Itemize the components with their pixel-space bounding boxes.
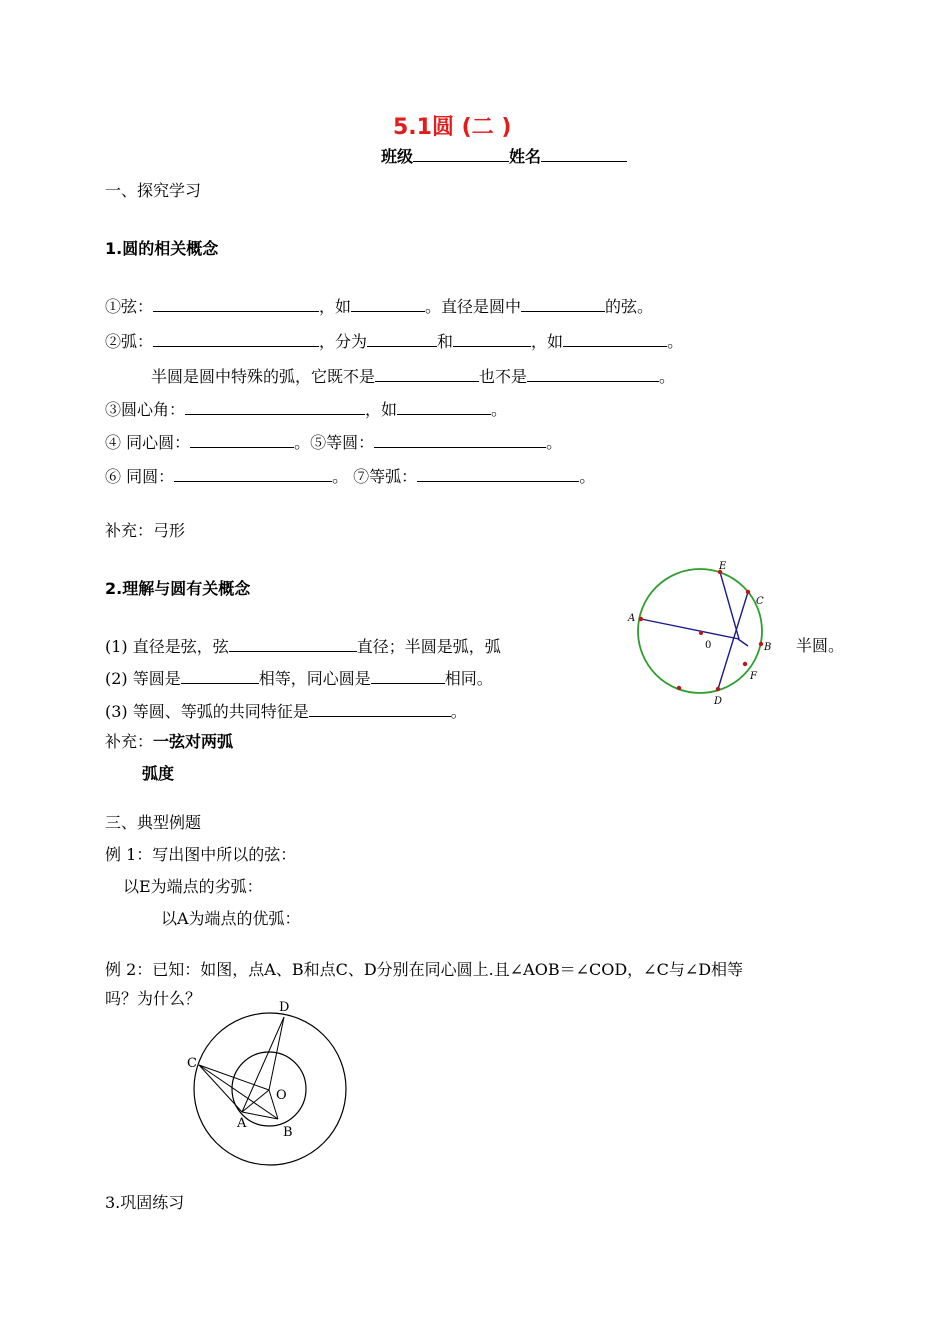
- chord-example-blank[interactable]: [351, 296, 425, 312]
- semicircle-line: [151, 366, 675, 387]
- central-angle-line: [105, 399, 507, 420]
- question-2-blank-1[interactable]: [181, 668, 259, 684]
- chord-AB: [641, 619, 739, 639]
- segment-DO: [269, 1017, 284, 1090]
- semicircle-text-0: 半圆是圆中特殊的弧，它既不是: [151, 367, 376, 386]
- label-D: D: [714, 696, 723, 707]
- concentric-line: [105, 432, 562, 453]
- equal-arc-label: 。 ⑦等弧：: [332, 467, 418, 486]
- arc-example-blank[interactable]: [563, 331, 667, 347]
- label-A: A: [628, 613, 636, 624]
- semicircle-blank-2[interactable]: [527, 366, 659, 382]
- question-2: [105, 668, 493, 689]
- label-A-fig2: A: [237, 1116, 247, 1131]
- semicircle-text-1: 也不是: [479, 367, 528, 386]
- example-1-minor-arcs: 以E为端点的劣弧：: [123, 877, 263, 896]
- point-O: [699, 631, 703, 635]
- same-circle-line: [105, 466, 595, 487]
- chord-line: [105, 296, 653, 317]
- label-O-fig2: O: [276, 1088, 287, 1103]
- chord-blank[interactable]: [153, 296, 319, 312]
- section-heading-1: 一、探究学习: [105, 181, 202, 200]
- class-label: 班级: [381, 147, 414, 166]
- question-3-end: 。: [450, 702, 467, 721]
- question-2-text-0: (2) 等圆是: [105, 669, 181, 688]
- class-name-line: [381, 146, 627, 167]
- central-angle-label: ③圆心角：: [105, 400, 186, 419]
- chord-text-2: 。直径是圆中: [425, 297, 522, 316]
- question-1-text-1: 直径；半圆是弧，弧: [356, 637, 501, 656]
- supplement-radian: 弧度: [142, 764, 175, 783]
- central-angle-text-2: 。: [491, 400, 508, 419]
- equal-circle-blank[interactable]: [374, 432, 546, 448]
- concentric-label: ④ 同心圆：: [105, 433, 191, 452]
- question-3-blank[interactable]: [309, 701, 451, 717]
- question-1-blank-1[interactable]: [229, 636, 357, 652]
- label-F: F: [750, 671, 757, 682]
- example-1-major-arcs: 以A为端点的优弧：: [161, 909, 301, 928]
- arc-text-4: 。: [667, 332, 684, 351]
- circle-chords-figure: [620, 555, 780, 715]
- name-label: 姓名: [509, 147, 542, 166]
- arc-label: ②弧：: [105, 332, 154, 351]
- chord-BF-stub: [738, 639, 748, 646]
- class-blank[interactable]: [413, 146, 509, 162]
- point-B: [759, 642, 763, 646]
- question-3: [105, 701, 467, 722]
- question-3-text-0: (3) 等圆、等弧的共同特征是: [105, 702, 309, 721]
- supplement-segment: 补充：弓形: [105, 521, 186, 540]
- semicircle-blank-1[interactable]: [375, 366, 479, 382]
- example-1-title: 例 1：写出图中所以的弦：: [105, 845, 297, 864]
- subsection-heading-1: 1.圆的相关概念: [105, 239, 219, 258]
- question-1-text-0: (1) 直径是弦，弦: [105, 637, 229, 656]
- chord-text-1: ，如: [319, 297, 352, 316]
- label-B-fig2: B: [283, 1125, 293, 1140]
- example-2-line-2: 吗？为什么？: [105, 989, 202, 1008]
- name-blank[interactable]: [541, 146, 627, 162]
- arc-line: [105, 331, 683, 352]
- chord-text-3: 的弦。: [605, 297, 654, 316]
- label-D-fig2: D: [279, 1000, 290, 1015]
- equal-arc-blank[interactable]: [417, 466, 579, 482]
- point-arc: [677, 686, 681, 690]
- section-heading-3: 三、典型例题: [105, 813, 202, 832]
- label-C-fig2: C: [187, 1056, 197, 1071]
- point-C: [746, 590, 750, 594]
- example-2-line-1: 例 2：已知：如图，点A、B和点C、D分别在同心圆上.且∠AOB＝∠COD，∠C与∠D相等: [105, 960, 744, 979]
- label-B: B: [764, 642, 772, 653]
- arc-text-3: ，如: [531, 332, 564, 351]
- equal-circle-label: 。⑤等圆：: [294, 433, 375, 452]
- central-angle-text-1: ，如: [365, 400, 398, 419]
- arc-kind-blank-1[interactable]: [367, 331, 437, 347]
- diameter-blank[interactable]: [521, 296, 605, 312]
- question-2-text-2: 相同。: [444, 669, 493, 688]
- practice-heading: 3.巩固练习: [105, 1193, 185, 1212]
- central-angle-example-blank[interactable]: [397, 399, 491, 415]
- question-1-end: 半圆。: [796, 636, 845, 655]
- concentric-circles-figure: [180, 995, 360, 1175]
- arc-kind-blank-2[interactable]: [453, 331, 531, 347]
- supplement-prefix: 补充：: [105, 732, 154, 751]
- same-circle-label: ⑥ 同圆：: [105, 467, 175, 486]
- concentric-blank[interactable]: [190, 432, 294, 448]
- same-circle-end: 。: [579, 467, 596, 486]
- label-C: C: [756, 596, 764, 607]
- arc-text-2: 和: [437, 332, 454, 351]
- question-2-text-1: 相等，同心圆是: [258, 669, 371, 688]
- central-angle-blank[interactable]: [185, 399, 365, 415]
- label-O: 0: [705, 640, 712, 651]
- page-title: 5.1圆 (二 ): [393, 115, 512, 140]
- segment-OA: [242, 1090, 269, 1112]
- supplement-one-chord-two-arcs: 一弦对两弧: [153, 732, 234, 751]
- arc-blank[interactable]: [153, 331, 319, 347]
- outer-circle: [194, 1013, 346, 1165]
- subsection-heading-2: 2.理解与圆有关概念: [105, 579, 251, 598]
- label-E: E: [719, 561, 727, 572]
- chord-label: ①弦：: [105, 297, 154, 316]
- semicircle-text-2: 。: [659, 367, 676, 386]
- arc-text-1: ，分为: [319, 332, 368, 351]
- supplement-two-arcs: [105, 732, 233, 752]
- point-F: [743, 662, 747, 666]
- segment-CO: [199, 1065, 269, 1090]
- same-circle-blank[interactable]: [174, 466, 332, 482]
- question-2-blank-2[interactable]: [371, 668, 445, 684]
- question-1: [105, 636, 501, 657]
- point-D: [716, 687, 720, 691]
- point-A: [639, 617, 643, 621]
- concentric-end: 。: [546, 433, 563, 452]
